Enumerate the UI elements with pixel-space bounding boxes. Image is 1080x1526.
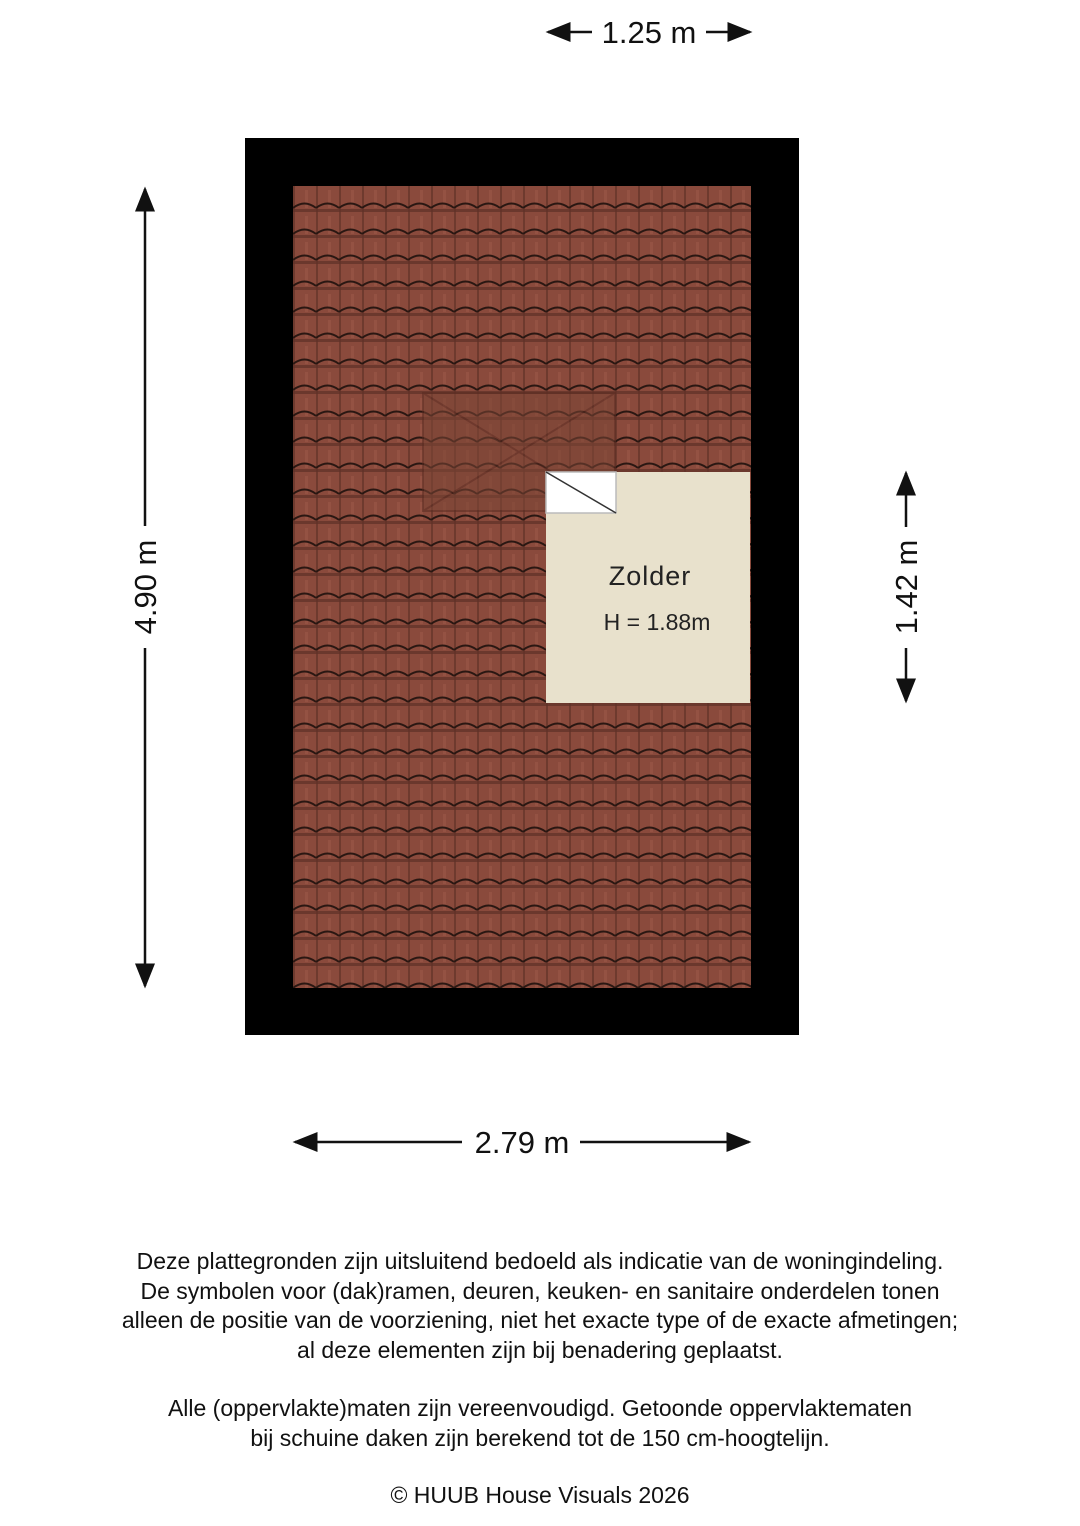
dimension-left-label: 4.90 m <box>128 539 163 635</box>
dimension-top-label: 1.25 m <box>601 15 697 50</box>
dimension-right-label: 1.42 m <box>889 539 924 635</box>
dimension-bottom <box>295 1125 749 1160</box>
stair-icon <box>546 472 616 513</box>
copyright-notice: © HUUB House Visuals 2026 <box>390 1482 690 1508</box>
room-name: Zolder <box>608 561 692 591</box>
disclaimer-line: Alle (oppervlakte)maten zijn vereenvoudigd. Getoonde oppervlaktematen <box>167 1395 913 1421</box>
disclaimer-line: alleen de positie van de voorziening, niet het exacte type of de exacte afmetingen; <box>121 1307 959 1333</box>
disclaimer-line: al deze elementen zijn bij benadering geplaatst. <box>297 1336 783 1363</box>
disclaimer-line: bij schuine daken zijn berekend tot de 150 cm-hoogtelijn. <box>250 1424 830 1451</box>
disclaimer-line: Deze plattegronden zijn uitsluitend bedoeld als indicatie van de woningindeling. <box>136 1248 944 1274</box>
disclaimer-paragraph-2 <box>40 1394 1040 1453</box>
dimension-left <box>128 189 163 986</box>
dimension-bottom-label: 2.79 m <box>474 1125 570 1160</box>
disclaimer-paragraph-1 <box>40 1247 1040 1365</box>
dimension-right <box>889 473 924 701</box>
room-height: H = 1.88m <box>603 609 711 635</box>
disclaimer-line: De symbolen voor (dak)ramen, deuren, keuken- en sanitaire onderdelen tonen <box>140 1277 940 1304</box>
dimension-top <box>548 15 750 50</box>
